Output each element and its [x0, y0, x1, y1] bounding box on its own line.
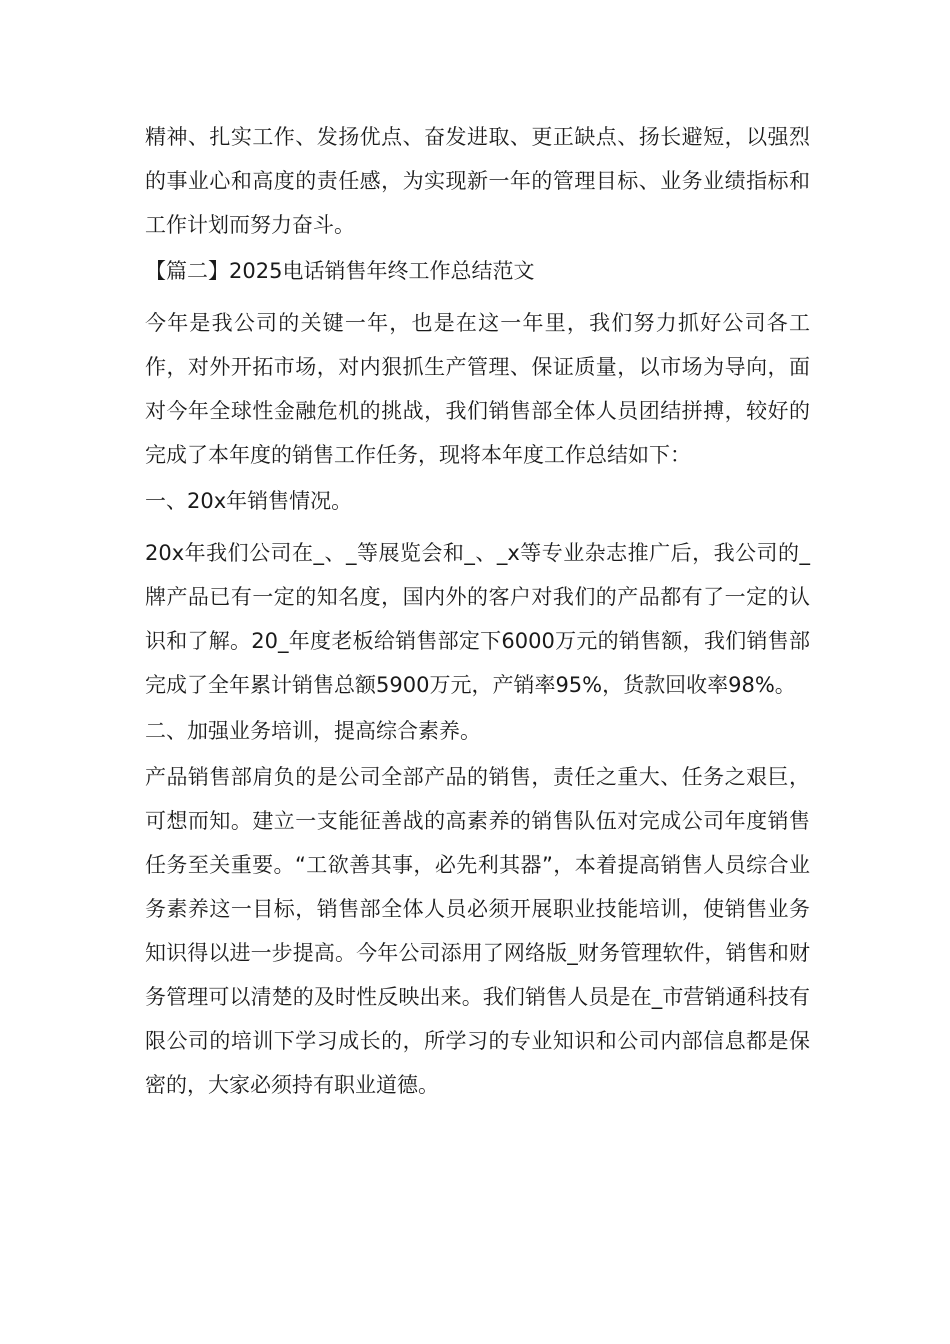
document-body [145, 115, 810, 1107]
heading-sales-status: 一、20x年销售情况。 [145, 489, 353, 513]
paragraph-training: 产品销售部肩负的是公司全部产品的销售，责任之重大、任务之艰巨，可想而知。建立一支能征善战的高素养的销售队伍对完成公司年度销售任务至关重要。“工欲善其事，必先利其器”，本着提高销售人员综合业务素养这一目标，销售部全体人员必须开展职业技能培训，使销售业务知识得以进一步提高。今年公司添用了网络版_财务管理软件，销售和财务管理可以清楚的及时性反映出来。我们销售人员是在_市营销通科技有限公司的培训下学习成长的，所学习的专业知识和公司内部信息都是保密的，大家必须持有职业道德。 [145, 765, 810, 1097]
paragraph-intro-continuation: 精神、扎实工作、发扬优点、奋发进取、更正缺点、扬长避短，以强烈的事业心和高度的责任感，为实现新一年的管理目标、业务业绩指标和工作计划而努力奋斗。 [145, 125, 810, 237]
paragraph-opening: 今年是我公司的关键一年，也是在这一年里，我们努力抓好公司各工作，对外开拓市场，对内狠抓生产管理、保证质量，以市场为导向，面对今年全球性金融危机的挑战，我们销售部全体人员团结拼搏，较好的完成了本年度的销售工作任务，现将本年度工作总结如下： [145, 311, 810, 467]
section-title: 【篇二】2025电话销售年终工作总结范文 [145, 259, 535, 283]
paragraph-sales-status: 20x年我们公司在_、_等展览会和_、_x等专业杂志推广后，我公司的_牌产品已有一定的知名度，国内外的客户对我们的产品都有了一定的认识和了解。20_年度老板给销售部定下6000万元的销售额，我们销售部完成了全年累计销售总额5900万元，产销率95%，货款回收率98%。 [145, 541, 810, 697]
heading-training: 二、加强业务培训，提高综合素养。 [145, 719, 481, 743]
